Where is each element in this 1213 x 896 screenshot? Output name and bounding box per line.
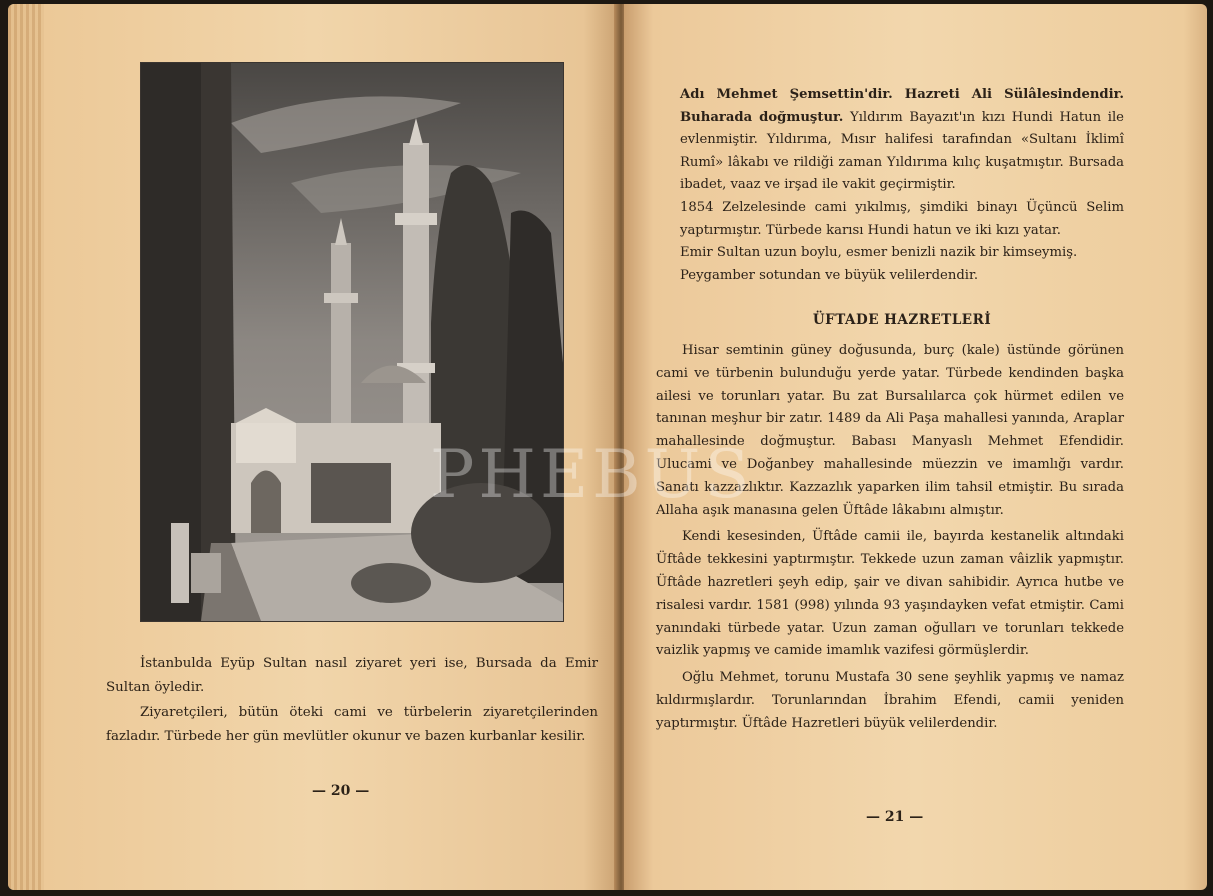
uftade-paragraph-2: Kendi kesesinden, Üftâde camii ile, bayırda kestanelik altındaki Üftâde tekkesini yaptırmıştır. Tekkede uzun zaman vâizlik yapmıştır. Üftâde hazretleri şeyh edip, şair ve divan sahibidir. Ayrıca hutbe ve risalesi vardır. 1581 (998) yılında 93 yaşındayken vefat etmiştir. Cami yanındaki türbede yatar. Uzun zaman oğulları ve torunları tekkede vaizlik yapmış ve camide imamlık vazifesi görmüşlerdir. [656,529,1124,659]
left-page-text [106,652,598,748]
right-page-number: — 21 — [866,809,924,825]
left-paragraph-2: Ziyaretçileri, bütün öteki cami ve türbelerin ziyaretçilerinden fazladır. Türbede her gün mevlütler okunur ve bazen kurbanlar kesilir. [106,705,598,744]
earthquake-paragraph: 1854 Zelzelesinde cami yıkılmış, şimdiki binayı Üçüncü Selim yaptırmıştır. Türbede karısı Hundi hatun ve iki kızı yatar. [680,199,1124,238]
left-paragraph-1: İstanbulda Eyüp Sultan nasıl ziyaret yeri ise, Bursada da Emir Sultan öyledir. [106,656,598,695]
intro-rest: Yıldırım Bayazıt'ın kızı Hundi Hatun ile evlenmiştir. Yıldırıma, Mısır halifesi tarafından «Sultanı İklimî Rumî» lâkabı ve rildiği zaman Yıldırıma kılıç kuşatmıştır. Bursada ibadet, vaaz ve irşad ile vakit geçirmiştir. [680,109,1124,193]
mosque-photo-illustration [141,63,563,621]
description-paragraph: Emir Sultan uzun boylu, esmer benizli nazik bir kimseymiş. [680,245,1078,261]
left-page-number: — 20 — [312,783,370,799]
right-page-top-text [680,84,1124,287]
intro-bold: Adı Mehmet Şemsettin'dir. Hazreti Ali Sülâlesindendir. Buharada doğmuştur. [680,87,1124,125]
uftade-paragraph-3: Oğlu Mehmet, torunu Mustafa 30 sene şeyhlik yapmış ve namaz kıldırmışlardır. Torunlarından İbrahim Efendi, camii yeniden yaptırmıştır. Üftâde Hazretleri büyük velilerdendir. [656,670,1124,731]
mosque-photograph [140,62,564,622]
watermark: PHEBUS [430,436,754,513]
uftade-section-text [656,340,1124,740]
lineage-paragraph: Peygamber sotundan ve büyük velilerdendir. [680,267,979,283]
uftade-paragraph-1: Hisar semtinin güney doğusunda, burç (kale) üstünde görünen cami ve türbenin bulunduğu yerde yatar. Türbede kendinden başka ailesi ve torunları yatar. Bu zat Bursalılarca çok hürmet edilen ve tanınan meşhur bir zatır. 1489 da Ali Paşa mahallesi yanında, Araplar mahallesinde doğmuştur. Babası Manyaslı Mehmet Efendidir. Ulucami ve Doğanbey mahallesinde müezzin ve imamlığı vardır. Sanatı kazzazlıktır. Kazzazlık yaparken ilim tahsil etmiştir. Bu sırada Allaha aşık manasına gelen Üftâde lâkabını almıştır. [656,343,1124,518]
section-heading: ÜFTADE HAZRETLERİ [812,312,992,328]
emir-sultan-intro [680,84,1124,197]
